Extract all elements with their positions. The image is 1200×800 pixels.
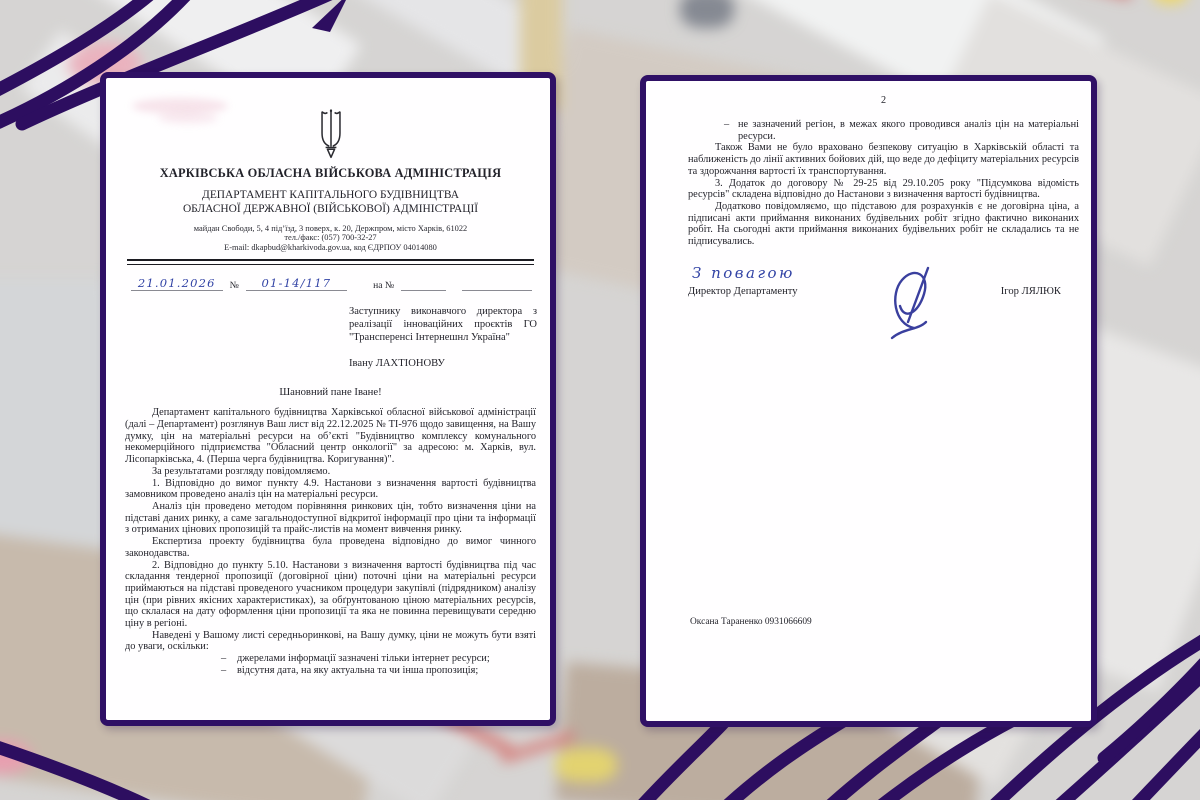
stamp-smudge — [158, 112, 218, 124]
paragraph: Аналіз цін проведено методом порівняння ринкових цін, тобто визначення ціни на підставі даних ринку, а саме загальнодоступної відкритої інформації про ціни та інформації з отриманих цінових пропозицій та прайс-листів на момент вивчення ринку. — [125, 501, 536, 536]
dept-line1: ДЕПАРТАМЕНТ КАПІТАЛЬНОГО БУДІВНИЦТВА — [202, 189, 459, 201]
org-phone: тел./факс: (057) 700-32-27 — [284, 233, 377, 243]
signer-title: Директор Департаменту — [688, 285, 798, 297]
paragraph: Наведені у Вашому листі середньоринкові, на Вашу думку, ціни не можуть бути взяті до уваги, оскільки: — [125, 629, 536, 653]
handwritten-valediction: З повагою — [692, 263, 795, 282]
list-item: – джерелами інформації зазначені тільки інтернет ресурси; — [221, 653, 490, 665]
signer-name: Ігор ЛЯЛЮК — [1000, 285, 1061, 297]
paragraph: 3. Додаток до договору № 29-25 від 29.10.205 року "Підсумкова відомість ресурсів" складена відповідно до Настанови з визначення вартості будівництва. — [688, 177, 1079, 201]
recipient-name: Івану ЛАХТІОНОВУ — [349, 358, 445, 370]
org-address: майдан Свободи, 5, 4 під’їзд, 3 поверх, к. 20, Держпром, місто Харків, 61022 — [193, 223, 468, 233]
list-item: – не зазначений регіон, в межах якого проводився аналіз цін на матеріальні ресурси. — [724, 119, 1079, 142]
paragraph: Також Вами не було враховано безпекову ситуацію в Харківській області та наближеність до лінії активних бойових дій, що веде до дефіциту матеріальних ресурсів та здорожчання вартості їх транспортування. — [688, 142, 1079, 177]
paragraph: Експертиза проекту будівництва була проведена відповідно до вимог чинного законодавства. — [125, 536, 536, 559]
handwritten-date: 21.01.2026 — [131, 276, 223, 291]
contact-person: Оксана Тараненко 0931066609 — [690, 617, 812, 627]
page-number: 2 — [880, 95, 887, 106]
org-name: ХАРКІВСЬКА ОБЛАСНА ВІЙСЬКОВА АДМІНІСТРАЦІЯ — [159, 166, 502, 180]
paragraph: 2. Відповідно до пункту 5.10. Настанови з визначення вартості будівництва під час складання тендерної пропозиції (договірної ціни) поточні ціни на матеріальні ресурси приймаються на підставі проведеного учасником процедури закупівлі (підрядником) аналізу цін (при рівних якісних характеристиках), за обґрунтованою ціною матеріальних ресурсів, що склалася на дату оформлення ціни пропозиції та яка не повинна перевищувати середню ціну в регіоні. — [125, 559, 536, 630]
org-email: E-mail: dkapbud@kharkivoda.gov.ua, код ЄДРПОУ 04014080 — [224, 243, 437, 253]
paragraph: 1. Відповідно до вимог пункту 4.9. Настанови з визначення вартості будівництва замовником проведено аналіз цін на матеріальні ресурси. — [125, 477, 536, 501]
reply-to-label: на № — [373, 279, 395, 291]
trident-emblem-icon — [313, 108, 349, 160]
letter-page-2 — [640, 75, 1097, 727]
salutation: Шановний пане Іване! — [279, 386, 382, 399]
blank-underline — [401, 290, 446, 291]
letter-body — [125, 407, 536, 676]
letterhead-divider — [127, 259, 534, 265]
reference-line — [131, 276, 532, 291]
recipient-block: Заступнику виконавчого директора з реалізації інноваційних проєктів ГО "Трансперенсі Інтернешнл Україна" — [349, 305, 537, 343]
paragraph: За результатами розгляду повідомляємо. — [152, 465, 331, 477]
blank-underline — [462, 290, 532, 291]
list-item: – відсутня дата, на яку актуальна та чи інша пропозиція; — [221, 664, 479, 676]
paragraph: Додатково повідомляємо, що підставою для розрахунків є не договірна ціна, а підписані акти приймання виконаних будівельних робіт згідно фактично виконаних робіт. На сьогодні акти приймання виконаних будівельних робіт не складались та не підписувались. — [688, 200, 1079, 248]
dept-line2: ОБЛАСНОЇ ДЕРЖАВНОЇ (ВІЙСЬКОВОЇ) АДМІНІСТРАЦІЇ — [182, 202, 479, 215]
paragraph: Департамент капітального будівництва Харківської обласної військової адміністрації (далі – Департамент) розглянув Ваш лист від 22.12.2025 № ТІ-976 щодо завищення, на Вашу думку, цін на матеріальні ресурси на об’єкті "Будівництво комплексу комунального некомерційного підприємства "Обласний центр онкології" за адресою: м. Харків, вул. Лісопарківська, 4. (Перша черга будівництва. Коригування)". — [125, 407, 536, 466]
signature-icon — [884, 264, 956, 344]
letter-body — [688, 119, 1079, 248]
number-label: № — [229, 279, 239, 291]
letter-page-1 — [100, 72, 556, 726]
handwritten-ref-number: 01-14/117 — [246, 276, 347, 291]
